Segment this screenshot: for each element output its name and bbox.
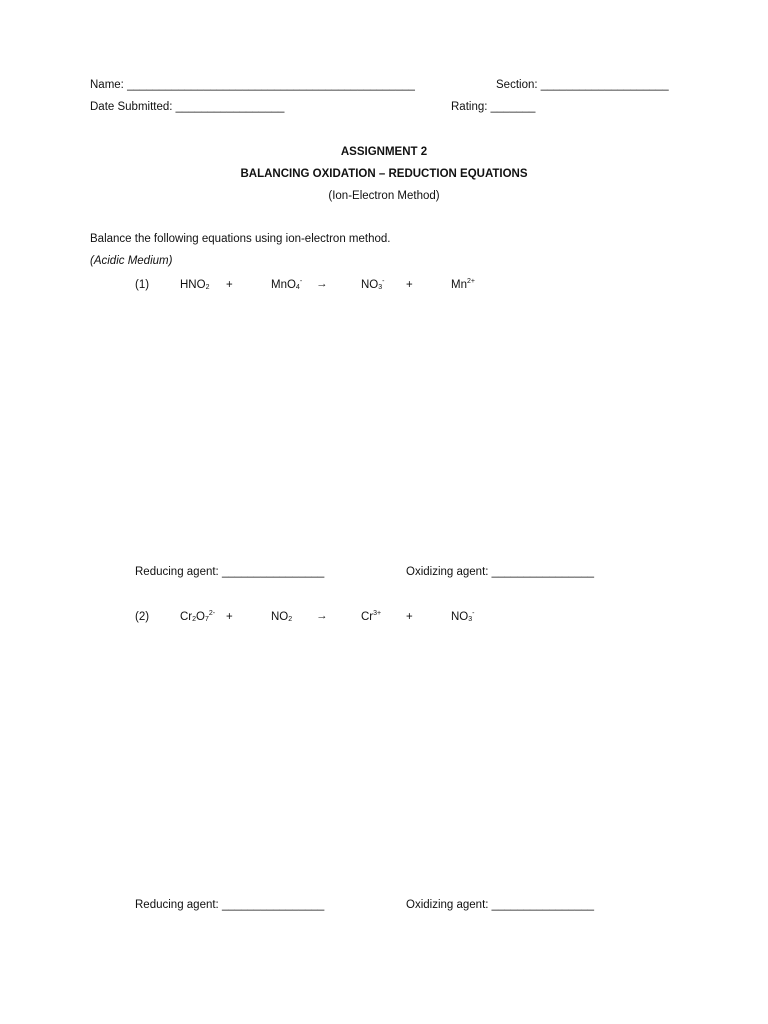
work-area-2[interactable] [90, 632, 680, 887]
reaction-arrow: → [316, 610, 328, 622]
reducing-agent-label: Reducing agent: [135, 566, 222, 578]
section-field[interactable] [496, 79, 669, 91]
date-submitted-blank-line[interactable]: _________________ [175, 101, 285, 113]
rating-field[interactable] [451, 101, 535, 113]
oxidizing-agent-blank-line[interactable]: ________________ [491, 899, 595, 911]
oxidizing-agent-field-2[interactable] [406, 899, 594, 911]
rating-label: Rating: [451, 101, 491, 113]
plus-sign: + [226, 611, 233, 623]
problem-number: (1) [135, 279, 150, 291]
oxidizing-agent-blank-line[interactable]: ________________ [491, 566, 595, 578]
plus-sign: + [406, 611, 413, 623]
reaction-arrow: → [316, 278, 328, 290]
plus-sign: + [406, 279, 413, 291]
reducing-agent-field-2[interactable] [135, 899, 324, 911]
species-no3: $NO_3^-$ [361, 278, 385, 291]
problem-number: (2) [135, 611, 150, 623]
assignment-topic: BALANCING OXIDATION – REDUCTION EQUATIONS [240, 168, 528, 180]
instructions-text: Balance the following equations using ion-electron method. [90, 233, 391, 245]
method-subtitle: (Ion-Electron Method) [328, 190, 440, 202]
reducing-agent-label: Reducing agent: [135, 899, 222, 911]
species-mn: $Mn^{2+}$ [451, 278, 475, 291]
name-label: Name: [90, 79, 128, 91]
date-submitted-label: Date Submitted: [90, 101, 176, 113]
date-submitted-field[interactable] [90, 101, 284, 113]
oxidizing-agent-label: Oxidizing agent: [406, 566, 492, 578]
name-field[interactable] [90, 79, 415, 91]
section-blank-line[interactable]: ____________________ [540, 79, 669, 91]
acidic-medium-note: (Acidic Medium) [90, 255, 173, 267]
rating-blank-line[interactable]: _______ [490, 101, 536, 113]
name-blank-line[interactable]: _____________________________________________ [127, 79, 415, 91]
oxidizing-agent-field-1[interactable] [406, 566, 594, 578]
reducing-agent-blank-line[interactable]: ________________ [221, 899, 325, 911]
work-area-1[interactable] [90, 300, 680, 555]
reducing-agent-blank-line[interactable]: ________________ [221, 566, 325, 578]
reducing-agent-field-1[interactable] [135, 566, 324, 578]
species-mno4: MnO$_4$- [271, 278, 303, 291]
species-cr: $Cr^{3+}$ [361, 610, 382, 623]
species-hno2: $HNO_2$ [180, 279, 210, 291]
plus-sign: + [226, 279, 233, 291]
oxidizing-agent-label: Oxidizing agent: [406, 899, 492, 911]
species-no3: $NO_3^-$ [451, 610, 475, 623]
species-cr2o7: $Cr_2O_7^{2-}$ [180, 610, 216, 623]
assignment-title: ASSIGNMENT 2 [340, 146, 428, 158]
section-label: Section: [496, 79, 541, 91]
species-no2: $NO_2$ [271, 611, 293, 623]
